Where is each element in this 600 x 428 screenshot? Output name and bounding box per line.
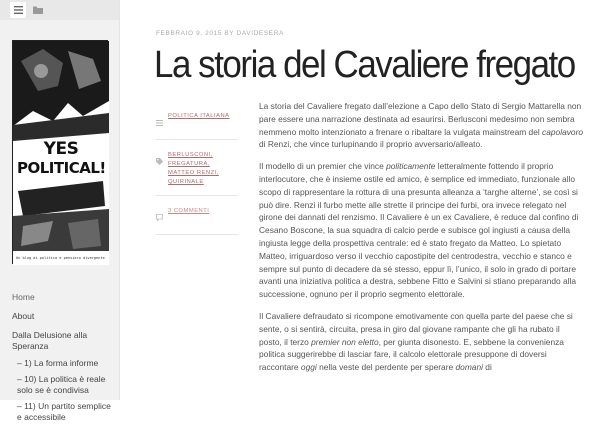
nav-sub-item[interactable]: – 10) La politica è reale solo se è condivisa <box>17 374 106 395</box>
paragraph: Il modello di un premier che vince politicamente letteralmente fottendo il proprio interlocutore, che è insieme ostile ed amico, è semplice ed immediato, funzionale allo scopo di rappresentare la rottura di una presunta alleanza a ‘targhe alterne’, se così si può dire. Renzi il furbo mette alle strette il principe dei furbi, ora invece relegato nel girone dei dannati del renzismo. Il Cavaliere è un ex Cavaliere, è reduce dal confino di Cesano Boscone, la sua squadra di calcio perde e subisce gol ingiusti a causa della ingiusta legge della prospettiva centrale: ed è stato fregato da Matteo. Lo spietato Matteo, irriguardoso verso il vecchio capostipite del centrodestra, vecchio e stanco e sempre sul punto di decadere da sé stesso, eppur lì, l’unico, il solo in grado di portare avanti una iniziativa politica a destra, sebbene Fitto e Salvini si stiano preparando alla successione, ognuno per il proprio segmento elettorale. <box>259 161 579 300</box>
menu-icon[interactable] <box>10 2 26 18</box>
logo-caption: Un blog di politica e pensiero divergente <box>16 256 105 260</box>
sidebar <box>0 0 120 422</box>
sidebar-nav <box>12 290 116 428</box>
logo-text-line2: POLITICAL! <box>17 159 106 177</box>
sidebar-toolbar <box>0 0 119 20</box>
byline-by: BY <box>224 30 235 37</box>
post-title: La storia del Cavaliere fregato <box>154 44 575 86</box>
paragraph: Il Cavaliere defraudato si ricompone emotivamente con quella parte del paese che si sente, o si sentirà, circuita, presa in giro dal giovane rampante che gli ha rubato il posto, il terzo premier non eletto, per giunta disonesto. E, sebbene la convenienza politica suggerirebbe di lasciar fare, il calcolo elettorale presuppone di doversi raccontare oggi nella veste del perdente per sperare domani di <box>259 310 573 373</box>
folder-icon[interactable] <box>30 2 46 18</box>
post-category-block <box>156 108 238 140</box>
post-byline <box>156 30 284 37</box>
post-tags-block <box>156 147 238 196</box>
nav-about[interactable]: About <box>12 311 35 321</box>
post-body <box>259 100 584 383</box>
post-tags-links[interactable]: BERLUSCONI, FREGATURA, MATTEO RENZI, QUIRINALE <box>168 152 219 185</box>
post-category-link[interactable]: POLITICA ITALIANA <box>168 113 230 119</box>
comment-icon <box>156 207 164 226</box>
tag-icon <box>156 151 164 187</box>
paragraph: La storia del Cavaliere fregato dall’elezione a Capo dello Stato di Sergio Mattarella non pare essere una narrazione destinata ad esaurirsi. Berlusconi medesimo non sembra nemmeno molto intenzionato a frenare o ribaltare la vulgata mainstream del capolavoro di Renzi, che vince turlupinando il proprio avversario/alleato. <box>259 101 584 150</box>
post-author[interactable]: DAVIDESERA <box>236 30 284 37</box>
post-comments-link[interactable]: 3 COMMENTI <box>168 208 210 214</box>
post-comments-block <box>156 203 238 235</box>
nav-sub-item[interactable]: – 1) La forma informe <box>17 358 99 368</box>
nav-home[interactable]: Home <box>12 292 35 302</box>
post-meta-column <box>156 108 238 242</box>
nav-dalla-delusione[interactable]: Dalla Delusione alla Speranza <box>12 330 88 351</box>
blog-logo[interactable] <box>12 40 108 264</box>
logo-text-line1: YES <box>43 139 79 159</box>
nav-sub-item[interactable]: – 11) Un partito semplice e accessibile <box>17 401 111 422</box>
category-icon <box>156 112 164 131</box>
main-content <box>120 0 600 400</box>
post-date[interactable]: FEBBRAIO 9, 2015 <box>156 30 222 37</box>
